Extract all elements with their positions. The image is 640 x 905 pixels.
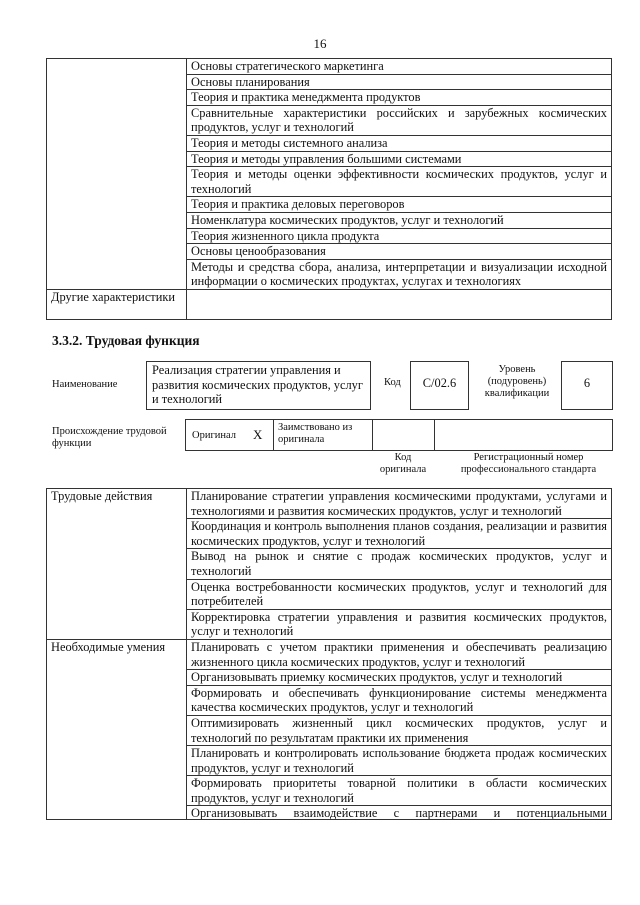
skill-item: Планировать с учетом практики применения и обеспечивать реализацию жизненного цикла космических продуктов, услуг и технологий [187, 639, 612, 669]
knowledge-item: Теория и методы оценки эффективности космических продуктов, услуг и технологий [187, 167, 612, 197]
code-original-caption: Код оригинала [379, 452, 427, 475]
knowledge-item: Основы планирования [187, 74, 612, 90]
labor-action-item: Вывод на рынок и снятие с продаж космических продуктов, услуг и технологий [187, 549, 612, 579]
knowledge-item: Теория жизненного цикла продукта [187, 228, 612, 244]
labor-action-item: Корректировка стратегии управления и развития космических продуктов, услуг и технологий [187, 609, 612, 639]
knowledge-item: Теория и практика менеджмента продуктов [187, 90, 612, 106]
skill-item: Формировать и обеспечивать функционирование системы менеджмента качества космических продуктов, услуг и технологий [187, 685, 612, 715]
original-mark: X [253, 427, 263, 442]
reg-number-caption: Регистрационный номер профессионального стандарта [460, 452, 597, 475]
origin-label: Происхождение трудовой функции [52, 426, 167, 449]
skill-item-cut [187, 806, 612, 820]
divider [273, 419, 274, 450]
knowledge-item: Теория и методы управления большими системами [187, 151, 612, 167]
function-name: Реализация стратегии управления и развития космических продуктов, услуг и технологий [152, 363, 363, 406]
skills-label: Необходимые умения [47, 639, 187, 820]
labor-action-item: Планирование стратегии управления космическими продуктами, услугами и технологиями и развития космических продуктов, услуг и технологий [187, 489, 612, 519]
other-characteristics-value [187, 289, 612, 319]
level-value: 6 [583, 376, 591, 390]
skill-item: Организовывать приемку космических продуктов, услуг и технологий [187, 670, 612, 686]
name-label: Наименование [52, 379, 118, 390]
labor-action-item: Координация и контроль выполнения планов создания, реализации и развития космических продуктов, услуг и технологий [187, 519, 612, 549]
code-value: C/02.6 [422, 376, 457, 390]
divider [372, 419, 373, 450]
knowledge-continuation-table [46, 58, 612, 320]
skill-item: Планировать и контролировать использование бюджета продаж космических продуктов, услуг и технологий [187, 746, 612, 776]
labor-function-table [46, 488, 612, 820]
knowledge-item: Сравнительные характеристики российских и зарубежных космических продуктов, услуг и технологий [187, 105, 612, 135]
divider [434, 419, 435, 450]
code-box [410, 361, 469, 410]
level-box [561, 361, 613, 410]
section-title: 3.3.2. Трудовая функция [52, 333, 200, 348]
knowledge-item: Теория и практика деловых переговоров [187, 197, 612, 213]
labor-action-item: Оценка востребованности космических продуктов, услуг и технологий для потребителей [187, 579, 612, 609]
knowledge-item: Номенклатура космических продуктов, услуг и технологий [187, 212, 612, 228]
code-label: Код [384, 377, 401, 388]
knowledge-item: Основы ценообразования [187, 244, 612, 260]
borrowed-label: Заимствовано из оригинала [278, 422, 353, 445]
origin-box [185, 419, 613, 451]
labor-actions-label: Трудовые действия [47, 489, 187, 640]
level-label: Уровень (подуровень) квалификации [484, 364, 550, 399]
knowledge-item: Методы и средства сбора, анализа, интерпретации и визуализации исходной информации о космических продуктах, услугах и технологиях [187, 259, 612, 289]
knowledge-item: Основы стратегического маркетинга [187, 59, 612, 75]
page-number: 16 [313, 36, 327, 51]
other-characteristics-label: Другие характеристики [47, 289, 187, 319]
skill-item-text: Организовывать взаимодействие с партнерами и потенциальными [191, 806, 607, 820]
function-name-box [146, 361, 371, 410]
empty-label-cell [47, 59, 187, 290]
skill-item: Оптимизировать жизненный цикл космических продуктов, услуг и технологий по результатам практики их применения [187, 715, 612, 745]
skill-item: Формировать приоритеты товарной политики в области космических продуктов, услуг и технологий [187, 776, 612, 806]
original-label: Оригинал [192, 430, 236, 441]
knowledge-item: Теория и методы системного анализа [187, 135, 612, 151]
